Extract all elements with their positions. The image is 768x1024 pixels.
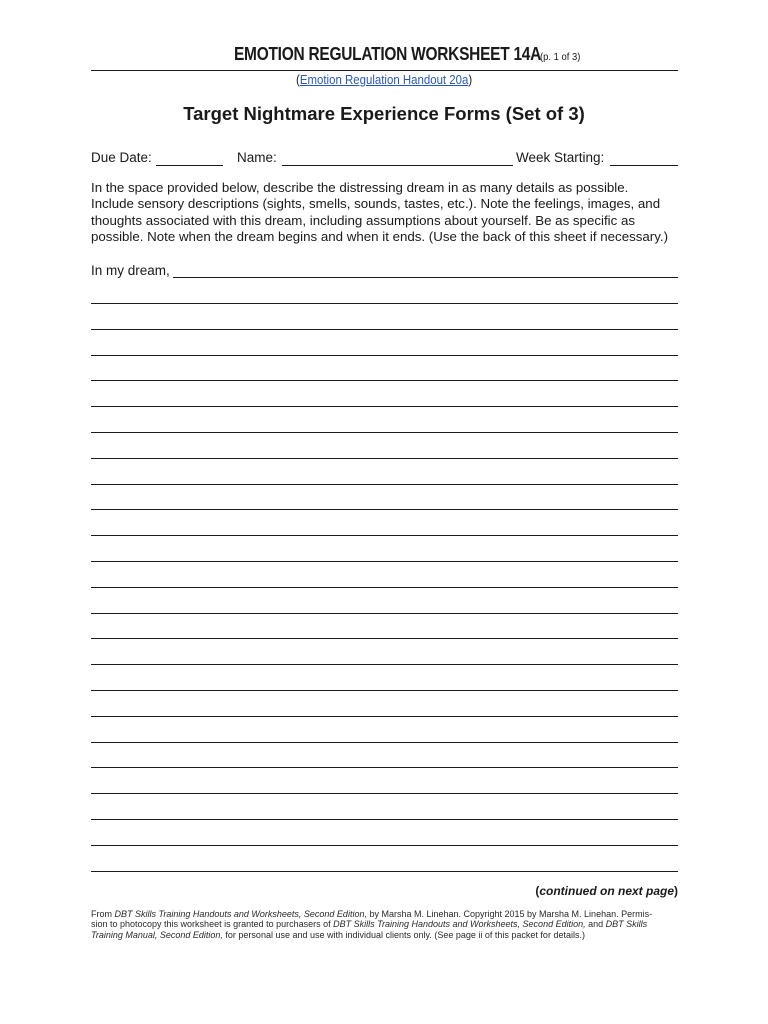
dream-prompt-label: In my dream, (91, 263, 170, 278)
name-label: Name: (237, 150, 277, 165)
writing-line[interactable] (91, 871, 678, 872)
dream-first-writing-line[interactable] (173, 277, 678, 278)
writing-line[interactable] (91, 742, 678, 743)
instruction-line: possible. Note when the dream begins and when it ends. (Use the back of this sheet if necessary.) (91, 229, 669, 245)
writing-line[interactable] (91, 303, 678, 304)
copyright-footer (91, 909, 678, 940)
writing-line[interactable] (91, 406, 678, 407)
writing-line[interactable] (91, 819, 678, 820)
instruction-line: thoughts associated with this dream, including assumptions about yourself. Be as specific as (91, 212, 635, 228)
form-fields-row (91, 150, 678, 168)
week-starting-field[interactable] (610, 165, 678, 166)
writing-line[interactable] (91, 329, 678, 330)
writing-line[interactable] (91, 458, 678, 459)
page-indicator: (p. 1 of 3) (539, 51, 581, 63)
week-starting-label: Week Starting: (516, 150, 605, 165)
instruction-line: In the space provided below, describe the distressing dream in as many details as possible. (91, 180, 629, 195)
due-date-field[interactable] (156, 165, 223, 166)
instructions-paragraph (91, 180, 691, 246)
continued-open-paren: ( (535, 884, 540, 898)
writing-line[interactable] (91, 535, 678, 536)
handout-reference (0, 72, 768, 87)
writing-line[interactable] (91, 664, 678, 665)
writing-line[interactable] (91, 380, 678, 381)
writing-line[interactable] (91, 793, 678, 794)
continued-note (535, 884, 678, 898)
continued-close-paren: ) (674, 884, 678, 898)
handout-open-paren: ( (295, 72, 300, 87)
continued-text: continued on next page (539, 884, 674, 898)
handout-link[interactable]: Emotion Regulation Handout 20a (299, 72, 469, 87)
worksheet-header (91, 44, 678, 71)
writing-line[interactable] (91, 587, 678, 588)
handout-close-paren: ) (468, 72, 473, 87)
writing-line[interactable] (91, 613, 678, 614)
instruction-line: Include sensory descriptions (sights, smells, sounds, tastes, etc.). Note the feelings, images, and (91, 196, 661, 212)
worksheet-title: EMOTION REGULATION WORKSHEET 14A (234, 44, 542, 64)
writing-line[interactable] (91, 638, 678, 639)
footer-line: From DBT Skills Training Handouts and Worksheets, Second Edition, by Marsha M. Linehan. Copyright 2015 by Marsha M. Linehan. Permis- (91, 909, 653, 919)
due-date-label: Due Date: (91, 150, 152, 165)
name-field[interactable] (282, 165, 513, 166)
footer-line: Training Manual, Second Edition, for personal use and use with individual clients only. (See page ii of this packet for details.) (91, 929, 585, 940)
writing-line[interactable] (91, 845, 678, 846)
writing-line[interactable] (91, 716, 678, 717)
writing-line[interactable] (91, 509, 678, 510)
writing-line[interactable] (91, 561, 678, 562)
writing-line[interactable] (91, 432, 678, 433)
writing-line[interactable] (91, 484, 678, 485)
form-subtitle: Target Nightmare Experience Forms (Set of 3) (183, 103, 585, 124)
writing-line[interactable] (91, 767, 678, 768)
writing-line[interactable] (91, 690, 678, 691)
footer-line: sion to photocopy this worksheet is granted to purchasers of DBT Skills Training Handouts and Worksheets, Second Edition, and DBT Skills (91, 919, 648, 930)
writing-line[interactable] (91, 355, 678, 356)
